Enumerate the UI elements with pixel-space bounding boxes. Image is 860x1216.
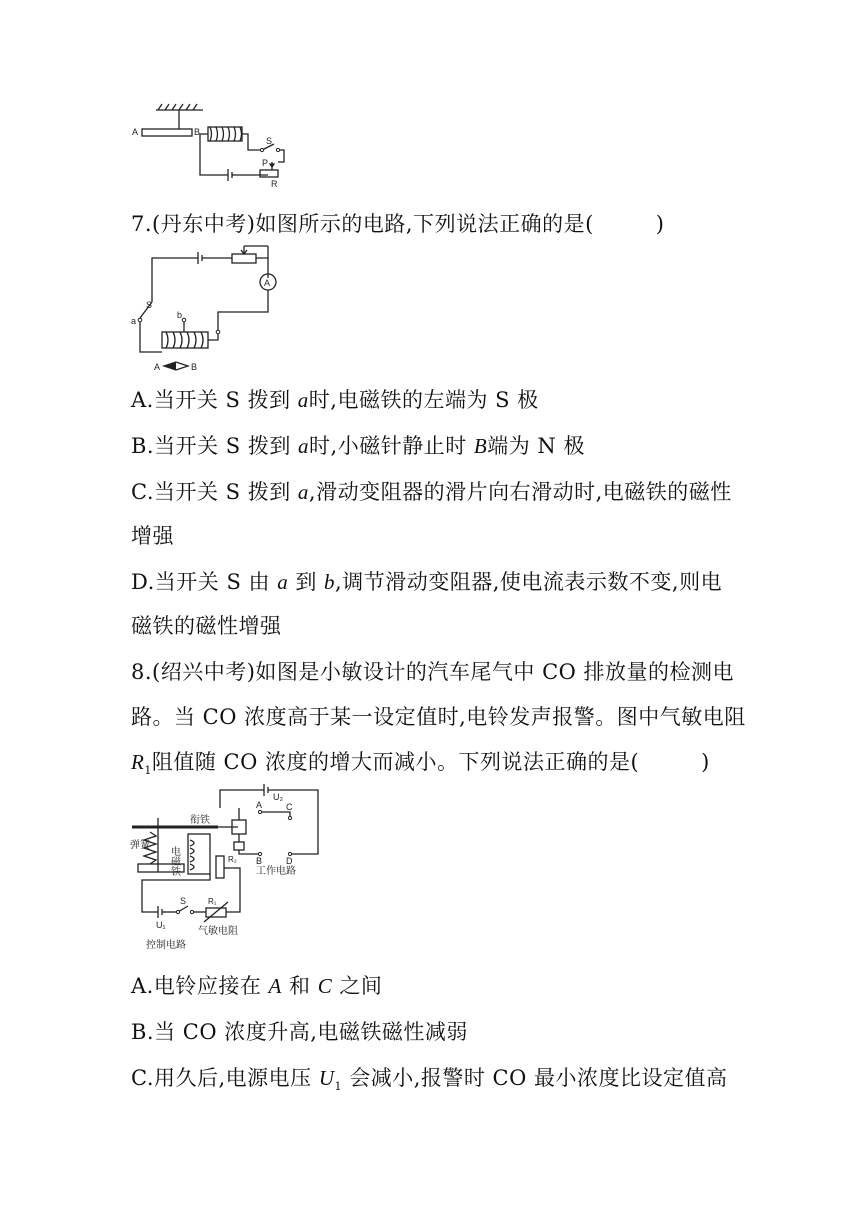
q7-option-d-cont: 磁铁的磁性增强 [131,614,282,638]
q8-stem-line3: $R_1$阻值随 CO 浓度的增大而减小。下列说法正确的是( ) [131,750,710,778]
label-spring: 弹簧 [130,840,150,851]
q7-option-a: A.当开关 S 拨到 a时,电磁铁的左端为 S 极 [131,388,539,412]
q8-option-a: A.电铃应接在 A 和 C 之间 [131,974,383,998]
label-S: S [180,896,187,906]
label-work-circuit: 工作电路 [256,866,296,877]
figure-q6-circuit [128,100,298,190]
figure-q8-circuit [128,782,328,954]
label-electromagnet: 电磁铁 [168,846,180,876]
label-U1: U₁ [156,920,166,930]
ammeter-label: A [264,278,271,288]
label-A: A [256,800,263,810]
figure-q7-circuit [128,240,298,375]
label-P: P [262,158,269,168]
label-gas-resistor: 气敏电阻 [198,926,238,937]
label-needle-A: A [154,362,161,372]
label-R1: R₁ [208,897,217,906]
q8-stem-line1: 8.(绍兴中考)如图是小敏设计的汽车尾气中 CO 排放量的检测电 [131,660,735,684]
q7-option-b: B.当开关 S 拨到 a时,小磁针静止时 B端为 N 极 [131,434,585,458]
label-a: a [131,316,137,326]
q7-option-c: C.当开关 S 拨到 a,滑动变阻器的滑片向右滑动时,电磁铁的磁性 [131,480,732,504]
q8-stem-line2: 路。当 CO 浓度高于某一设定值时,电铃发声报警。图中气敏电阻 [131,705,746,729]
label-S: S [266,136,273,146]
q8-option-c: C.用久后,电源电压 $U_1$ 会减小,报警时 CO 最小浓度比设定值高 [131,1066,728,1094]
q7-option-c-cont: 增强 [131,524,174,548]
q8-option-b: B.当 CO 浓度升高,电磁铁磁性减弱 [131,1020,468,1044]
label-C: C [286,802,293,812]
label-A: A [132,127,139,137]
label-S: S [146,300,153,310]
q7-option-d: D.当开关 S 由 a 到 b,调节滑动变阻器,使电流表示数不变,则电 [131,570,723,594]
label-R2: R₂ [228,855,237,864]
label-control-circuit: 控制电路 [146,940,186,951]
label-B: B [194,127,201,137]
q7-stem: 7.(丹东中考)如图所示的电路,下列说法正确的是( ) [131,212,665,236]
label-U2: U₂ [273,792,283,802]
label-B: B [256,856,263,866]
label-D: D [286,856,293,866]
label-needle-B: B [191,362,198,372]
label-R: R [271,179,278,189]
label-b: b [177,310,183,320]
label-armature: 衔铁 [190,815,210,826]
